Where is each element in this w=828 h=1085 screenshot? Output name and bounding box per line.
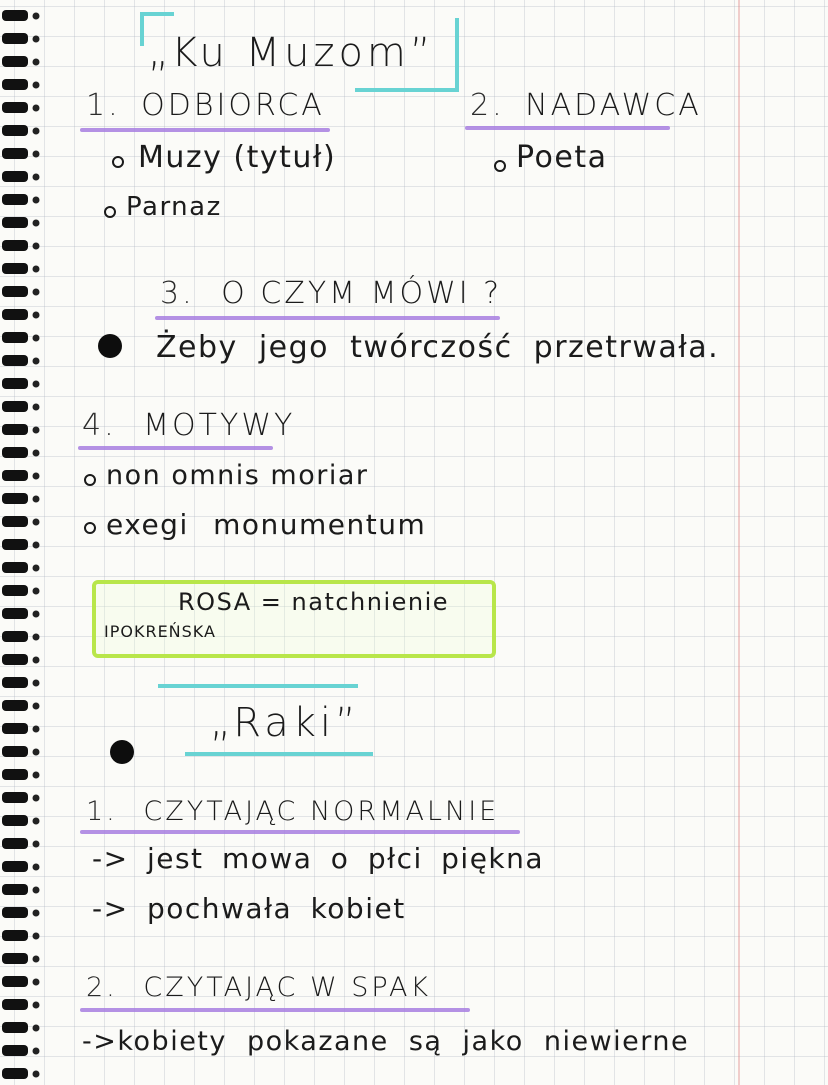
- title-frame-bottom: [185, 752, 373, 756]
- spiral-hole: [33, 910, 40, 917]
- spiral-ring: [2, 194, 28, 205]
- spiral-hole: [33, 243, 40, 250]
- box-sub-text: IPOKREŃSKA: [104, 622, 216, 641]
- section-odbiorca-heading: [86, 88, 325, 123]
- section-text: Żeby jego twórczość przetrwała.: [156, 330, 720, 365]
- spiral-ring: [2, 171, 28, 182]
- spiral-binding: [0, 0, 44, 1085]
- spiral-hole: [33, 772, 40, 779]
- list-item: ->kobiety pokazane są jako niewierne: [82, 1026, 690, 1057]
- spiral-ring: [2, 539, 28, 550]
- spiral-ring: [2, 608, 28, 619]
- spiral-hole: [33, 979, 40, 986]
- spiral-hole: [33, 450, 40, 457]
- spiral-hole: [33, 151, 40, 158]
- spiral-ring: [2, 562, 28, 573]
- page-title-raki: „Raki”: [210, 700, 360, 746]
- section-number: 1.: [86, 88, 121, 123]
- spiral-ring: [2, 838, 28, 849]
- spiral-hole: [33, 312, 40, 319]
- spiral-ring: [2, 378, 28, 389]
- section-number: 1.: [86, 796, 118, 827]
- spiral-hole: [33, 128, 40, 135]
- spiral-ring: [2, 1022, 28, 1033]
- bullet-dot: [110, 740, 134, 764]
- spiral-hole: [33, 174, 40, 181]
- spiral-ring: [2, 102, 28, 113]
- spiral-ring: [2, 677, 28, 688]
- spiral-hole: [33, 933, 40, 940]
- spiral-ring: [2, 125, 28, 136]
- spiral-ring: [2, 654, 28, 665]
- spiral-hole: [33, 749, 40, 756]
- spiral-hole: [33, 657, 40, 664]
- spiral-ring: [2, 217, 28, 228]
- spiral-ring: [2, 263, 28, 274]
- spiral-ring: [2, 769, 28, 780]
- spiral-hole: [33, 220, 40, 227]
- spiral-ring: [2, 792, 28, 803]
- section-czytajac-wspak-heading: [86, 972, 431, 1003]
- spiral-ring: [2, 286, 28, 297]
- spiral-ring: [2, 953, 28, 964]
- spiral-hole: [33, 105, 40, 112]
- spiral-ring: [2, 930, 28, 941]
- spiral-ring: [2, 1068, 28, 1079]
- spiral-hole: [33, 818, 40, 825]
- spiral-hole: [33, 542, 40, 549]
- spiral-ring: [2, 700, 28, 711]
- section-title: CZYTAJĄC NORMALNIE: [143, 796, 500, 827]
- spiral-ring: [2, 424, 28, 435]
- spiral-hole: [33, 1071, 40, 1078]
- spiral-ring: [2, 447, 28, 458]
- spiral-ring: [2, 493, 28, 504]
- spiral-ring: [2, 746, 28, 757]
- list-item: non omnis moriar: [106, 460, 369, 491]
- spiral-hole: [33, 36, 40, 43]
- section-underline: [78, 446, 273, 450]
- list-item: Poeta: [516, 140, 608, 175]
- spiral-hole: [33, 887, 40, 894]
- spiral-ring: [2, 585, 28, 596]
- spiral-hole: [33, 1002, 40, 1009]
- spiral-hole: [33, 680, 40, 687]
- spiral-hole: [33, 588, 40, 595]
- list-item: -> jest mowa o płci piękna: [92, 842, 545, 875]
- spiral-ring: [2, 240, 28, 251]
- section-title: NADAWCA: [525, 88, 702, 123]
- section-title: CZYTAJĄC W SPAK: [143, 972, 432, 1003]
- spiral-hole: [33, 266, 40, 273]
- spiral-ring: [2, 79, 28, 90]
- list-item: Muzy (tytuł): [138, 140, 337, 175]
- spiral-ring: [2, 148, 28, 159]
- section-number: 3.: [160, 276, 195, 311]
- spiral-hole: [33, 13, 40, 20]
- list-item: Parnaz: [126, 192, 222, 222]
- spiral-hole: [33, 197, 40, 204]
- bullet-circle: [104, 206, 116, 218]
- spiral-hole: [33, 703, 40, 710]
- spiral-ring: [2, 999, 28, 1010]
- spiral-hole: [33, 404, 40, 411]
- section-underline: [80, 830, 520, 834]
- section-o-czym-mowi-heading: [160, 276, 502, 311]
- list-item: exegi monumentum: [106, 508, 427, 541]
- spiral-hole: [33, 1025, 40, 1032]
- spiral-hole: [33, 956, 40, 963]
- section-motywy-heading: [82, 408, 295, 443]
- section-underline: [465, 126, 670, 130]
- bullet-circle: [494, 160, 506, 172]
- spiral-hole: [33, 496, 40, 503]
- spiral-hole: [33, 82, 40, 89]
- spiral-hole: [33, 473, 40, 480]
- spiral-ring: [2, 10, 28, 21]
- spiral-ring: [2, 355, 28, 366]
- box-main-text: ROSA = natchnienie: [178, 588, 450, 616]
- spiral-hole: [33, 795, 40, 802]
- bullet-dot: [98, 334, 122, 358]
- section-underline: [155, 316, 500, 320]
- section-czytajac-normalnie-heading: [86, 796, 499, 827]
- section-number: 2.: [86, 972, 118, 1003]
- section-title: MOTYWY: [143, 408, 296, 443]
- spiral-ring: [2, 470, 28, 481]
- spiral-ring: [2, 861, 28, 872]
- spiral-ring: [2, 907, 28, 918]
- spiral-hole: [33, 726, 40, 733]
- spiral-hole: [33, 634, 40, 641]
- section-title: ODBIORCA: [141, 88, 325, 123]
- spiral-hole: [33, 1048, 40, 1055]
- spiral-hole: [33, 335, 40, 342]
- spiral-hole: [33, 565, 40, 572]
- section-number: 2.: [470, 88, 505, 123]
- section-underline: [80, 128, 330, 132]
- bullet-circle: [84, 522, 96, 534]
- spiral-hole: [33, 519, 40, 526]
- spiral-ring: [2, 1045, 28, 1056]
- spiral-hole: [33, 841, 40, 848]
- spiral-hole: [33, 611, 40, 618]
- section-number: 4.: [82, 408, 117, 443]
- spiral-hole: [33, 59, 40, 66]
- spiral-hole: [33, 289, 40, 296]
- spiral-ring: [2, 976, 28, 987]
- spiral-hole: [33, 427, 40, 434]
- spiral-ring: [2, 56, 28, 67]
- spiral-ring: [2, 631, 28, 642]
- bullet-circle: [84, 474, 96, 486]
- spiral-ring: [2, 332, 28, 343]
- section-title: O CZYM MÓWI ?: [221, 276, 503, 311]
- spiral-hole: [33, 358, 40, 365]
- page-title-ku-muzom: „Ku Muzom”: [148, 30, 435, 76]
- spiral-hole: [33, 864, 40, 871]
- spiral-ring: [2, 33, 28, 44]
- spiral-ring: [2, 884, 28, 895]
- section-underline: [80, 1008, 470, 1012]
- spiral-ring: [2, 401, 28, 412]
- list-item: -> pochwała kobiet: [92, 892, 406, 925]
- title-frame-top: [158, 684, 358, 688]
- spiral-ring: [2, 516, 28, 527]
- bullet-circle: [112, 156, 124, 168]
- spiral-ring: [2, 815, 28, 826]
- section-nadawca-heading: [470, 88, 702, 123]
- spiral-ring: [2, 309, 28, 320]
- spiral-hole: [33, 381, 40, 388]
- margin-line: [738, 0, 740, 1085]
- spiral-ring: [2, 723, 28, 734]
